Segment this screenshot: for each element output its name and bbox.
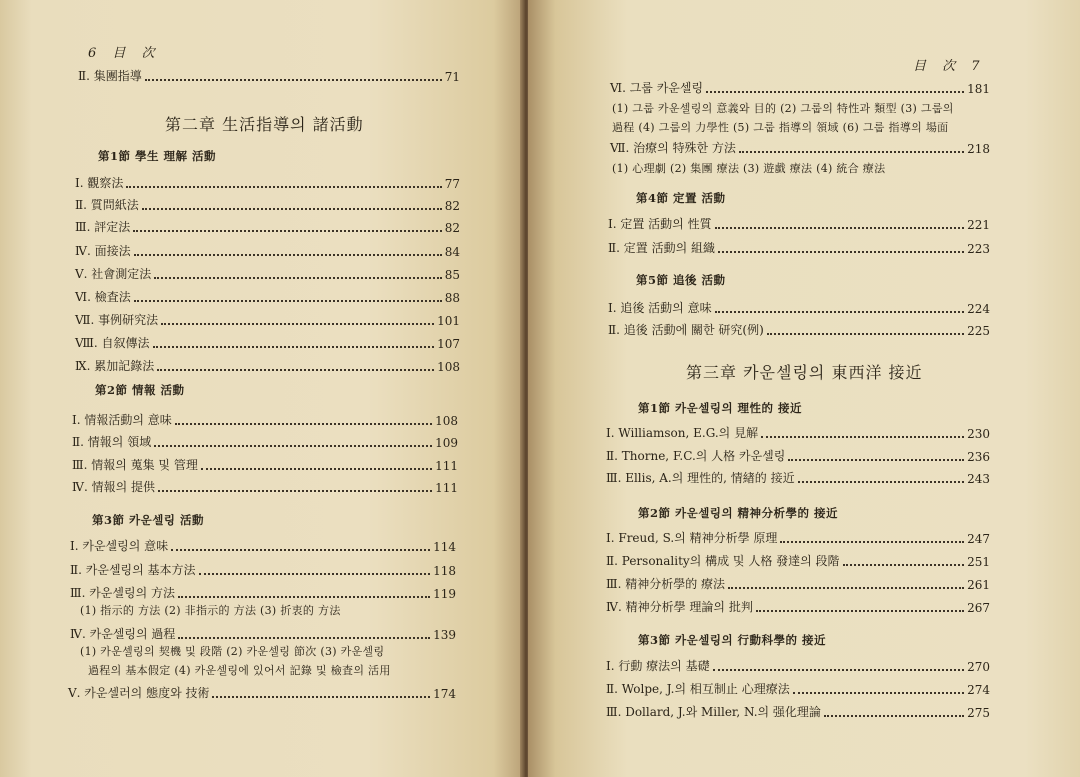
toc-entry [606,681,990,697]
dot-leader [715,227,965,229]
page-number: 181 [967,82,990,96]
toc-entry [606,425,990,441]
page-number: 85 [444,268,460,282]
toc-entry [606,470,990,486]
entry-title: Ⅱ. 카운셀링의 基本方法 [70,563,196,577]
dot-leader [158,490,432,492]
section-heading: 第1節 카운셀링의 理性的 接近 [638,401,803,415]
entry-title: Ⅱ. 追後 活動에 關한 研究(例) [608,323,764,337]
dot-leader [798,481,965,483]
dot-leader [728,587,964,589]
entry-title: Ⅱ. 質問紙法 [75,198,139,212]
page-number: 82 [444,199,460,213]
dot-leader [134,300,442,302]
dot-leader [161,323,434,325]
toc-entry [606,530,990,546]
page-number: 274 [967,683,990,697]
page-number: 101 [437,314,460,328]
page-number: 270 [967,660,990,674]
section-heading: 第5節 追後 活動 [636,273,726,287]
toc-entry [75,266,460,282]
entry-title: Ⅰ. 定置 活動의 性質 [608,217,712,231]
entry-title: Ⅱ. 情報의 領域 [72,435,152,449]
entry-title: Ⅲ. 精神分析學的 療法 [606,577,726,591]
page-number: 82 [444,221,460,235]
toc-entry [72,434,458,450]
page-number: 71 [444,70,460,84]
page-number: 261 [967,578,990,592]
dot-leader [199,573,431,575]
page-number: 88 [444,291,460,305]
dot-leader [715,311,965,313]
entry-title: Ⅵ. 그룹 카운셀링 [610,81,704,95]
dot-leader [134,254,442,256]
page-number: 230 [967,427,990,441]
toc-entry [72,457,458,473]
entry-title: Ⅱ. 集團指導 [78,69,142,83]
dot-leader [212,696,430,698]
entry-title: Ⅲ. 카운셀링의 方法 [70,586,175,600]
page-number: 221 [967,218,990,232]
dot-leader [713,669,965,671]
chapter-heading: 第三章 카운셀링의 東西洋 接近 [686,363,923,382]
page-number: 174 [433,687,456,701]
page-number: 275 [967,706,990,720]
page-number: 109 [435,436,458,450]
section-heading: 第2節 情報 活動 [95,383,185,397]
toc-entry [75,335,460,351]
dot-leader [756,610,964,612]
dot-leader [157,369,434,371]
entry-title: Ⅷ. 自叙傳法 [75,336,150,350]
dot-leader [178,637,430,639]
toc-entry [606,658,990,674]
toc-entry [606,553,990,569]
section-heading: 第2節 카운셀링의 精神分析學的 接近 [638,506,839,520]
subtopics-line: (1) 카운셀링의 契機 및 段階 (2) 카운셀링 節次 (3) 카운셀링 [80,645,385,658]
page-number: 84 [444,245,460,259]
dot-leader [761,436,964,438]
dot-leader [824,715,964,717]
entry-title: Ⅰ. 카운셀링의 意味 [70,539,169,553]
dot-leader [154,277,441,279]
toc-entry [608,300,990,316]
toc-entry [606,599,990,615]
dot-leader [153,346,435,348]
left-page-header: 6 目 次 [88,46,161,61]
page-number: 118 [433,564,456,578]
page-number: 114 [433,540,456,554]
page-number: 108 [435,414,458,428]
subtopics-line: (1) 그룹 카운셀링의 意義와 目的 (2) 그룹의 特性과 類型 (3) 그룹의 [612,102,954,115]
subtopics-line: 過程 (4) 그룹의 力學性 (5) 그룹 指導의 領域 (6) 그룹 指導의 場面 [612,121,949,134]
dot-leader [767,333,964,335]
page-number: 108 [437,360,460,374]
entry-title: Ⅸ. 累加記錄法 [75,359,155,373]
dot-leader [175,423,432,425]
entry-title: Ⅰ. 情報活動의 意味 [72,413,172,427]
dot-leader [706,91,964,93]
dot-leader [201,468,432,470]
page-number: 107 [437,337,460,351]
entry-title: Ⅰ. 追後 活動의 意味 [608,301,712,315]
toc-entry [70,538,456,554]
entry-title: Ⅴ. 社會測定法 [75,267,152,281]
page-number: 223 [967,242,990,256]
toc-entry [75,289,460,305]
toc-entry [75,197,460,213]
page-number: 267 [967,601,990,615]
page-number: 139 [433,628,456,642]
entry-title: Ⅳ. 카운셀링의 過程 [70,627,176,641]
subtopics-line: (1) 指示的 方法 (2) 非指示的 方法 (3) 折衷的 方法 [80,604,341,617]
page-number: 224 [967,302,990,316]
toc-entry [70,626,456,642]
toc-entry [75,243,460,259]
toc-entry [606,704,990,720]
page-number: 251 [967,555,990,569]
dot-leader [780,541,964,543]
entry-title: Ⅰ. Williamson, E.G.의 見解 [606,426,759,440]
toc-entry [75,358,460,374]
dot-leader [133,230,442,232]
chapter-heading: 第二章 生活指導의 諸活動 [165,115,364,134]
entry-title: Ⅵ. 檢査法 [75,290,131,304]
entry-title: Ⅰ. 觀察法 [75,176,124,190]
page-number: 243 [967,472,990,486]
entry-title: Ⅱ. Personality의 構成 및 人格 發達의 段階 [606,554,840,568]
page-number: 236 [967,450,990,464]
toc-entry [75,175,460,191]
dot-leader [178,596,430,598]
toc-entry [78,68,460,84]
dot-leader [142,208,442,210]
entry-title: Ⅲ. Ellis, A.의 理性的, 情緖的 接近 [606,471,795,485]
toc-entry [606,576,990,592]
page-number: 111 [435,481,458,495]
dot-leader [154,445,432,447]
toc-entry [606,448,990,464]
right-page [528,0,1080,777]
left-page [0,0,525,777]
entry-title: Ⅴ. 카운셀러의 態度와 技術 [68,686,210,700]
section-heading: 第3節 카운셀링의 行動科學的 接近 [638,633,827,647]
page-number: 247 [967,532,990,546]
toc-entry [68,685,456,701]
page-number: 218 [967,142,990,156]
page-number: 111 [435,459,458,473]
entry-title: Ⅳ. 情報의 提供 [72,480,156,494]
entry-title: Ⅱ. Thorne, F.C.의 人格 카운셀링 [606,449,786,463]
dot-leader [126,186,441,188]
dot-leader [739,151,964,153]
section-heading: 第4節 定置 活動 [636,191,726,205]
entry-title: Ⅶ. 事例研究法 [75,313,159,327]
toc-entry [610,140,990,156]
toc-entry [72,412,458,428]
toc-entry [608,216,990,232]
entry-title: Ⅱ. 定置 活動의 組織 [608,241,716,255]
toc-entry [75,219,460,235]
entry-title: Ⅲ. 評定法 [75,220,131,234]
toc-entry [75,312,460,328]
entry-title: Ⅳ. 面接法 [75,244,131,258]
dot-leader [145,79,442,81]
dot-leader [788,459,964,461]
toc-entry [70,562,456,578]
entry-title: Ⅲ. Dollard, J.와 Miller, N.의 强化理論 [606,705,821,719]
entry-title: Ⅰ. 行動 療法의 基礎 [606,659,710,673]
toc-entry [72,479,458,495]
section-heading: 第1節 學生 理解 活動 [98,149,217,163]
right-page-header: 目 次 7 [913,59,986,74]
entry-title: Ⅲ. 情報의 蒐集 및 管理 [72,458,198,472]
section-heading: 第3節 카운셀링 活動 [92,513,204,527]
dot-leader [843,564,965,566]
subtopics-line: 過程의 基本假定 (4) 카운셀링에 있어서 記錄 및 檢査의 活用 [88,664,391,677]
subtopics-line: (1) 心理劇 (2) 集團 療法 (3) 遊戱 療法 (4) 統合 療法 [612,162,886,175]
toc-entry [608,240,990,256]
entry-title: Ⅶ. 治療의 特殊한 方法 [610,141,736,155]
entry-title: Ⅱ. Wolpe, J.의 相互制止 心理療法 [606,682,790,696]
toc-entry [70,585,456,601]
page-number: 225 [967,324,990,338]
entry-title: Ⅰ. Freud, S.의 精神分析學 原理 [606,531,778,545]
page-number: 77 [444,177,460,191]
dot-leader [171,549,430,551]
toc-entry [608,322,990,338]
entry-title: Ⅳ. 精神分析學 理論의 批判 [606,600,753,614]
dot-leader [718,251,964,253]
toc-entry [610,80,990,96]
page-number: 119 [433,587,456,601]
dot-leader [793,692,964,694]
